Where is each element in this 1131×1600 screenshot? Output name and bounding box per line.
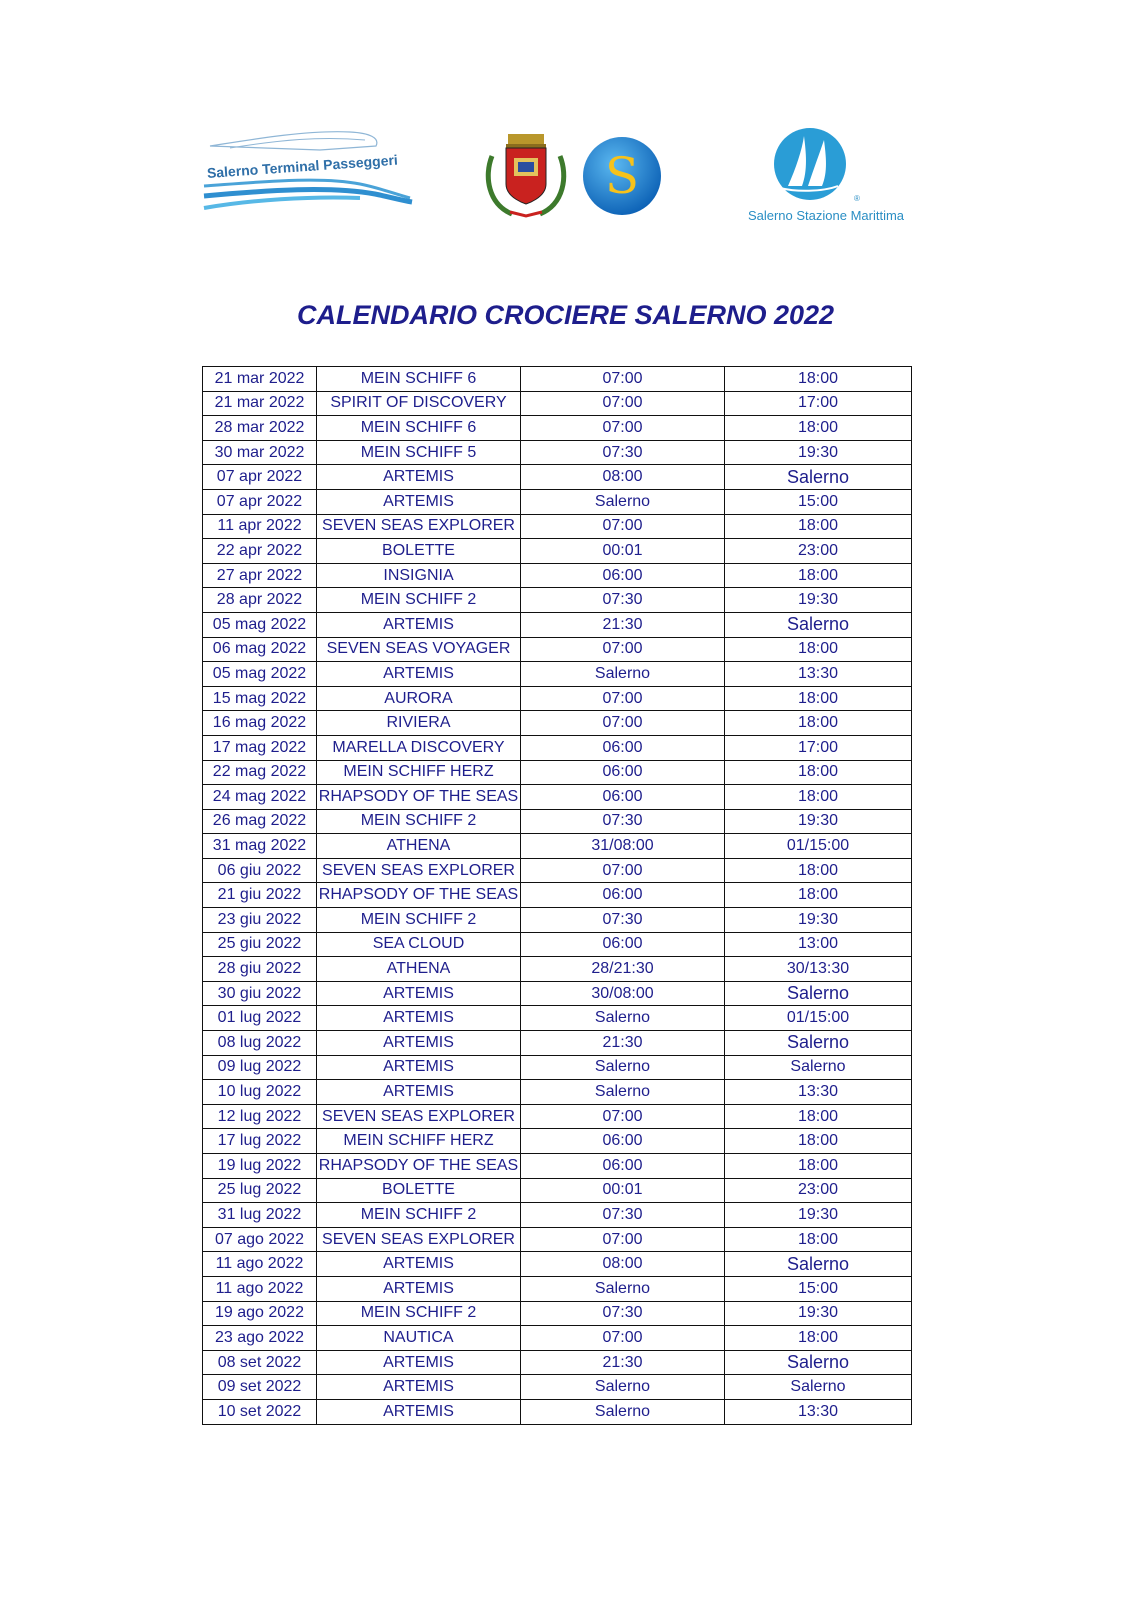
departure-cell: 18:00 — [725, 1326, 912, 1351]
ship-cell: SEVEN SEAS VOYAGER — [317, 637, 521, 662]
table-row — [203, 637, 912, 662]
s-logo-letter: S — [604, 147, 640, 205]
table-row — [203, 1104, 912, 1129]
ship-cell: ARTEMIS — [317, 1080, 521, 1105]
date-cell: 21 mar 2022 — [203, 391, 317, 416]
ship-cell: SEVEN SEAS EXPLORER — [317, 1227, 521, 1252]
departure-cell: 15:00 — [725, 1276, 912, 1301]
table-row — [203, 711, 912, 736]
departure-cell: Salerno — [725, 1031, 912, 1056]
salerno-terminal-passeggeri-logo — [200, 124, 420, 224]
ship-cell: BOLETTE — [317, 1178, 521, 1203]
table-row — [203, 981, 912, 1006]
ship-cell: AURORA — [317, 686, 521, 711]
departure-cell: 18:00 — [725, 785, 912, 810]
ship-cell: ARTEMIS — [317, 612, 521, 637]
departure-cell: 18:00 — [725, 1129, 912, 1154]
departure-cell: 19:30 — [725, 908, 912, 933]
arrival-cell: 06:00 — [521, 1154, 725, 1179]
arrival-cell: Salerno — [521, 1276, 725, 1301]
date-cell: 06 mag 2022 — [203, 637, 317, 662]
ship-cell: RIVIERA — [317, 711, 521, 736]
date-cell: 17 lug 2022 — [203, 1129, 317, 1154]
ship-cell: MEIN SCHIFF 2 — [317, 1301, 521, 1326]
departure-cell: 13:30 — [725, 1399, 912, 1424]
ship-cell: SEVEN SEAS EXPLORER — [317, 1104, 521, 1129]
arrival-cell: 07:30 — [521, 440, 725, 465]
arrival-cell: 30/08:00 — [521, 981, 725, 1006]
arrival-cell: 06:00 — [521, 563, 725, 588]
departure-cell: 18:00 — [725, 883, 912, 908]
date-cell: 21 giu 2022 — [203, 883, 317, 908]
departure-cell: 18:00 — [725, 1154, 912, 1179]
table-row — [203, 539, 912, 564]
ship-cell: ARTEMIS — [317, 465, 521, 490]
date-cell: 28 mar 2022 — [203, 416, 317, 441]
logo-left-text: Salerno Terminal Passeggeri — [206, 151, 399, 181]
arrival-cell: 08:00 — [521, 1252, 725, 1277]
table-row — [203, 957, 912, 982]
date-cell: 31 mag 2022 — [203, 834, 317, 859]
table-row — [203, 735, 912, 760]
ship-cell: MEIN SCHIFF 2 — [317, 908, 521, 933]
date-cell: 05 mag 2022 — [203, 662, 317, 687]
date-cell: 27 apr 2022 — [203, 563, 317, 588]
arrival-cell: 06:00 — [521, 1129, 725, 1154]
departure-cell: Salerno — [725, 612, 912, 637]
date-cell: 16 mag 2022 — [203, 711, 317, 736]
table-row — [203, 1080, 912, 1105]
date-cell: 31 lug 2022 — [203, 1203, 317, 1228]
arrival-cell: 06:00 — [521, 883, 725, 908]
departure-cell: 18:00 — [725, 637, 912, 662]
table-row — [203, 809, 912, 834]
table-row — [203, 785, 912, 810]
ship-cell: ARTEMIS — [317, 662, 521, 687]
departure-cell: 15:00 — [725, 489, 912, 514]
departure-cell: 18:00 — [725, 686, 912, 711]
coat-of-arms-icon — [482, 126, 570, 222]
table-row — [203, 391, 912, 416]
table-row — [203, 489, 912, 514]
departure-cell: 13:30 — [725, 1080, 912, 1105]
date-cell: 09 set 2022 — [203, 1375, 317, 1400]
ship-cell: ARTEMIS — [317, 1055, 521, 1080]
date-cell: 23 ago 2022 — [203, 1326, 317, 1351]
table-row — [203, 612, 912, 637]
ship-cell: RHAPSODY OF THE SEAS — [317, 883, 521, 908]
ship-cell: MEIN SCHIFF 5 — [317, 440, 521, 465]
departure-cell: 18:00 — [725, 416, 912, 441]
table-row — [203, 416, 912, 441]
ship-cell: RHAPSODY OF THE SEAS — [317, 1154, 521, 1179]
departure-cell: 18:00 — [725, 1227, 912, 1252]
departure-cell: 18:00 — [725, 711, 912, 736]
arrival-cell: 21:30 — [521, 1031, 725, 1056]
ship-cell: MARELLA DISCOVERY — [317, 735, 521, 760]
arrival-cell: Salerno — [521, 662, 725, 687]
table-row — [203, 1031, 912, 1056]
date-cell: 28 apr 2022 — [203, 588, 317, 613]
departure-cell: Salerno — [725, 1350, 912, 1375]
departure-cell: 18:00 — [725, 760, 912, 785]
ship-cell: ARTEMIS — [317, 1399, 521, 1424]
arrival-cell: Salerno — [521, 1399, 725, 1424]
departure-cell: 18:00 — [725, 1104, 912, 1129]
table-row — [203, 1154, 912, 1179]
arrival-cell: 08:00 — [521, 465, 725, 490]
ship-cell: NAUTICA — [317, 1326, 521, 1351]
departure-cell: 13:00 — [725, 932, 912, 957]
date-cell: 05 mag 2022 — [203, 612, 317, 637]
departure-cell: 19:30 — [725, 809, 912, 834]
arrival-cell: 07:00 — [521, 686, 725, 711]
arrival-cell: 07:00 — [521, 858, 725, 883]
date-cell: 11 ago 2022 — [203, 1252, 317, 1277]
arrival-cell: 07:30 — [521, 1203, 725, 1228]
ship-cell: SPIRIT OF DISCOVERY — [317, 391, 521, 416]
ship-cell: MEIN SCHIFF HERZ — [317, 760, 521, 785]
sailboat-icon — [736, 128, 916, 208]
date-cell: 28 giu 2022 — [203, 957, 317, 982]
table-row — [203, 883, 912, 908]
date-cell: 07 ago 2022 — [203, 1227, 317, 1252]
arrival-cell: 28/21:30 — [521, 957, 725, 982]
arrival-cell: 07:00 — [521, 1104, 725, 1129]
ship-cell: ARTEMIS — [317, 1375, 521, 1400]
registered-mark: ® — [854, 194, 860, 203]
table-row — [203, 932, 912, 957]
ship-cell: ARTEMIS — [317, 1350, 521, 1375]
arrival-cell: 07:30 — [521, 809, 725, 834]
table-row — [203, 440, 912, 465]
arrival-cell: 07:00 — [521, 416, 725, 441]
arrival-cell: 00:01 — [521, 1178, 725, 1203]
table-row — [203, 1227, 912, 1252]
departure-cell: 17:00 — [725, 735, 912, 760]
departure-cell: 18:00 — [725, 514, 912, 539]
date-cell: 22 apr 2022 — [203, 539, 317, 564]
departure-cell: Salerno — [725, 1252, 912, 1277]
cruise-schedule-table — [202, 366, 912, 1425]
table-row — [203, 1301, 912, 1326]
departure-cell: 23:00 — [725, 1178, 912, 1203]
table-row — [203, 662, 912, 687]
arrival-cell: Salerno — [521, 1006, 725, 1031]
date-cell: 07 apr 2022 — [203, 465, 317, 490]
arrival-cell: 07:00 — [521, 514, 725, 539]
comune-di-salerno-crest — [482, 126, 570, 222]
departure-cell: 01/15:00 — [725, 1006, 912, 1031]
arrival-cell: 21:30 — [521, 612, 725, 637]
table-row — [203, 858, 912, 883]
date-cell: 06 giu 2022 — [203, 858, 317, 883]
table-row — [203, 686, 912, 711]
table-row — [203, 1350, 912, 1375]
table-row — [203, 563, 912, 588]
arrival-cell: 07:00 — [521, 1326, 725, 1351]
date-cell: 11 apr 2022 — [203, 514, 317, 539]
table-row — [203, 367, 912, 392]
arrival-cell: 06:00 — [521, 760, 725, 785]
arrival-cell: 31/08:00 — [521, 834, 725, 859]
table-row — [203, 1055, 912, 1080]
departure-cell: 19:30 — [725, 1301, 912, 1326]
departure-cell: 19:30 — [725, 588, 912, 613]
date-cell: 08 set 2022 — [203, 1350, 317, 1375]
ship-cell: MEIN SCHIFF 6 — [317, 367, 521, 392]
departure-cell: 17:00 — [725, 391, 912, 416]
date-cell: 10 lug 2022 — [203, 1080, 317, 1105]
ship-cell: ATHENA — [317, 957, 521, 982]
date-cell: 11 ago 2022 — [203, 1276, 317, 1301]
date-cell: 07 apr 2022 — [203, 489, 317, 514]
date-cell: 01 lug 2022 — [203, 1006, 317, 1031]
arrival-cell: 07:00 — [521, 637, 725, 662]
arrival-cell: 07:00 — [521, 1227, 725, 1252]
logo-right-text: Salerno Stazione Marittima — [747, 208, 905, 223]
arrival-cell: 07:00 — [521, 711, 725, 736]
ship-cell: MEIN SCHIFF HERZ — [317, 1129, 521, 1154]
table-row — [203, 1399, 912, 1424]
date-cell: 25 giu 2022 — [203, 932, 317, 957]
ship-cell: RHAPSODY OF THE SEAS — [317, 785, 521, 810]
date-cell: 22 mag 2022 — [203, 760, 317, 785]
table-row — [203, 1375, 912, 1400]
departure-cell: 18:00 — [725, 858, 912, 883]
departure-cell: 19:30 — [725, 1203, 912, 1228]
departure-cell: Salerno — [725, 1055, 912, 1080]
ship-cell: SEVEN SEAS EXPLORER — [317, 858, 521, 883]
table-row — [203, 588, 912, 613]
departure-cell: 18:00 — [725, 563, 912, 588]
arrival-cell: 06:00 — [521, 785, 725, 810]
ship-cell: SEVEN SEAS EXPLORER — [317, 514, 521, 539]
date-cell: 19 ago 2022 — [203, 1301, 317, 1326]
page-title: CALENDARIO CROCIERE SALERNO 2022 — [296, 300, 835, 330]
date-cell: 25 lug 2022 — [203, 1178, 317, 1203]
departure-cell: 13:30 — [725, 662, 912, 687]
ship-cell: ARTEMIS — [317, 1276, 521, 1301]
date-cell: 09 lug 2022 — [203, 1055, 317, 1080]
arrival-cell: 21:30 — [521, 1350, 725, 1375]
date-cell: 12 lug 2022 — [203, 1104, 317, 1129]
date-cell: 21 mar 2022 — [203, 367, 317, 392]
departure-cell: Salerno — [725, 1375, 912, 1400]
departure-cell: 30/13:30 — [725, 957, 912, 982]
arrival-cell: 06:00 — [521, 932, 725, 957]
table-row — [203, 1276, 912, 1301]
date-cell: 24 mag 2022 — [203, 785, 317, 810]
table-row — [203, 908, 912, 933]
table-row — [203, 514, 912, 539]
arrival-cell: 07:30 — [521, 1301, 725, 1326]
ship-cell: ARTEMIS — [317, 1006, 521, 1031]
ship-cell: MEIN SCHIFF 6 — [317, 416, 521, 441]
date-cell: 26 mag 2022 — [203, 809, 317, 834]
arrival-cell: 06:00 — [521, 735, 725, 760]
table-row — [203, 760, 912, 785]
date-cell: 19 lug 2022 — [203, 1154, 317, 1179]
ship-cell: ARTEMIS — [317, 489, 521, 514]
departure-cell: 01/15:00 — [725, 834, 912, 859]
ship-cell: MEIN SCHIFF 2 — [317, 1203, 521, 1228]
table-row — [203, 1129, 912, 1154]
departure-cell: Salerno — [725, 981, 912, 1006]
arrival-cell: 00:01 — [521, 539, 725, 564]
salerno-s-logo — [582, 136, 662, 216]
arrival-cell: 07:30 — [521, 908, 725, 933]
ship-cell: SEA CLOUD — [317, 932, 521, 957]
date-cell: 30 giu 2022 — [203, 981, 317, 1006]
date-cell: 30 mar 2022 — [203, 440, 317, 465]
date-cell: 10 set 2022 — [203, 1399, 317, 1424]
table-row — [203, 1326, 912, 1351]
salerno-stazione-marittima-logo — [736, 128, 916, 228]
arrival-cell: Salerno — [521, 1375, 725, 1400]
date-cell: 08 lug 2022 — [203, 1031, 317, 1056]
ship-cell: ARTEMIS — [317, 1031, 521, 1056]
table-row — [203, 1252, 912, 1277]
arrival-cell: Salerno — [521, 1080, 725, 1105]
date-cell: 15 mag 2022 — [203, 686, 317, 711]
arrival-cell: 07:00 — [521, 391, 725, 416]
table-row — [203, 1178, 912, 1203]
arrival-cell: Salerno — [521, 489, 725, 514]
table-row — [203, 1006, 912, 1031]
schedule-body — [203, 367, 912, 1425]
ship-cell: ATHENA — [317, 834, 521, 859]
departure-cell: 19:30 — [725, 440, 912, 465]
ship-cell: MEIN SCHIFF 2 — [317, 809, 521, 834]
ship-cell: ARTEMIS — [317, 981, 521, 1006]
ship-cell: MEIN SCHIFF 2 — [317, 588, 521, 613]
arrival-cell: 07:00 — [521, 367, 725, 392]
date-cell: 17 mag 2022 — [203, 735, 317, 760]
ship-cell: ARTEMIS — [317, 1252, 521, 1277]
ship-cell: INSIGNIA — [317, 563, 521, 588]
departure-cell: 23:00 — [725, 539, 912, 564]
date-cell: 23 giu 2022 — [203, 908, 317, 933]
arrival-cell: 07:30 — [521, 588, 725, 613]
departure-cell: Salerno — [725, 465, 912, 490]
arrival-cell: Salerno — [521, 1055, 725, 1080]
departure-cell: 18:00 — [725, 367, 912, 392]
table-row — [203, 465, 912, 490]
table-row — [203, 834, 912, 859]
table-row — [203, 1203, 912, 1228]
ship-cell: BOLETTE — [317, 539, 521, 564]
